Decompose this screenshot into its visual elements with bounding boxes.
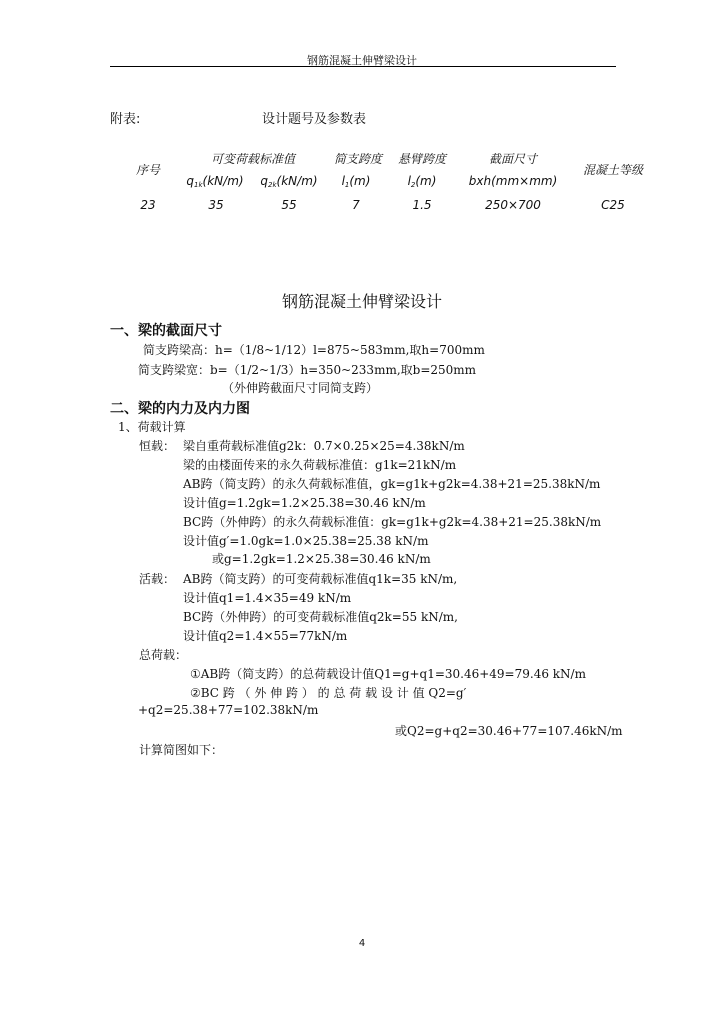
dead-load-line-5: BC跨（外伸跨）的永久荷载标准值：gk=g1k+g2k=4.38+21=25.38kN/m [183, 515, 602, 529]
live-load-line-4: 设计值q2=1.4×55=77kN/m [183, 629, 348, 643]
th-cantilever-span: 悬臂跨度 [397, 152, 447, 166]
total-load-label: 总荷载： [139, 648, 188, 662]
dead-load-line-3: AB跨（简支跨）的永久荷载标准值，gk=g1k+g2k=4.38+21=25.38kN/m [183, 477, 601, 491]
appendix-title: 设计题号及参数表 [262, 112, 367, 127]
th-concrete-grade: 混凝土等级 [582, 163, 644, 177]
total-load-line-1: ①AB跨（简支跨）的总荷载设计值Q1=g+q1=30.46+49=79.46 kN/m [190, 667, 586, 681]
live-load-line-1: AB跨（简支跨）的可变荷载标准值q1k=35 kN/m, [183, 572, 458, 586]
header-rule [110, 66, 616, 67]
live-load-label: 活载： [139, 572, 176, 586]
th-row-no: 序号 [135, 163, 161, 177]
diagram-intro: 计算简图如下： [139, 743, 224, 757]
beam-width-line: 简支跨梁宽：b=（1/2~1/3）h=350~233mm,取b=250mm [138, 363, 477, 377]
dead-load-line-1: 梁自重荷载标准值g2k：0.7×0.25×25=4.38kN/m [183, 439, 465, 453]
th-section-unit: bxh(mm×mm) [468, 174, 558, 188]
page-number: 4 [358, 938, 366, 949]
load-calc-subheading: 1、荷载计算 [118, 420, 186, 434]
cell-l1: 7 [352, 198, 360, 212]
total-load-line-2-cont: +q2=25.38+77=102.38kN/m [138, 703, 319, 717]
cell-q2: 55 [281, 198, 297, 212]
cell-q1: 35 [208, 198, 224, 212]
section-2-heading: 二、梁的内力及内力图 [110, 401, 250, 417]
cantilever-note: （外伸跨截面尺寸同简支跨） [222, 381, 379, 395]
th-variable-load: 可变荷载标准值 [210, 152, 296, 166]
th-q2: $q_{2k}(kN/m)$ [260, 174, 318, 189]
live-load-line-2: 设计值q1=1.4×35=49 kN/m [183, 591, 352, 605]
cell-l2: 1.5 [412, 198, 432, 212]
th-simple-span: 简支跨度 [333, 152, 383, 166]
cell-section: 250×700 [485, 198, 541, 212]
total-load-line-2: ②BC 跨 （ 外 伸 跨 ） 的 总 荷 载 设 计 值 Q2=g′ [190, 686, 467, 700]
dead-load-line-2: 梁的由楼面传来的永久荷载标准值：g1k=21kN/m [183, 458, 457, 472]
total-load-line-3: 或Q2=g+q2=30.46+77=107.46kN/m [395, 724, 623, 738]
th-section: 截面尺寸 [488, 152, 538, 166]
live-load-line-3: BC跨（外伸跨）的可变荷载标准值q2k=55 kN/m, [183, 610, 458, 624]
dead-load-line-6: 设计值g′=1.0gk=1.0×25.38=25.38 kN/m [183, 534, 429, 548]
dead-load-line-7: 或g=1.2gk=1.2×25.38=30.46 kN/m [212, 552, 431, 566]
section-1-heading: 一、梁的截面尺寸 [110, 323, 222, 339]
dead-load-line-4: 设计值g=1.2gk=1.2×25.38=30.46 kN/m [183, 496, 426, 510]
dead-load-label: 恒载： [139, 439, 176, 453]
cell-no: 23 [140, 198, 156, 212]
th-l1: $l_1(m)$ [341, 174, 371, 189]
th-l2: $l_2(m)$ [407, 174, 437, 189]
cell-grade: C25 [601, 198, 625, 212]
appendix-label: 附表: [110, 112, 141, 127]
main-title: 钢筋混凝土伸臂梁设计 [281, 292, 442, 311]
running-header: 钢筋混凝土伸臂梁设计 [307, 54, 417, 67]
th-q1: $q_{1k}(kN/m)$ [186, 174, 244, 189]
beam-height-line: 简支跨梁高：h=（1/8~1/12）l=875~583mm,取h=700mm [143, 343, 485, 357]
